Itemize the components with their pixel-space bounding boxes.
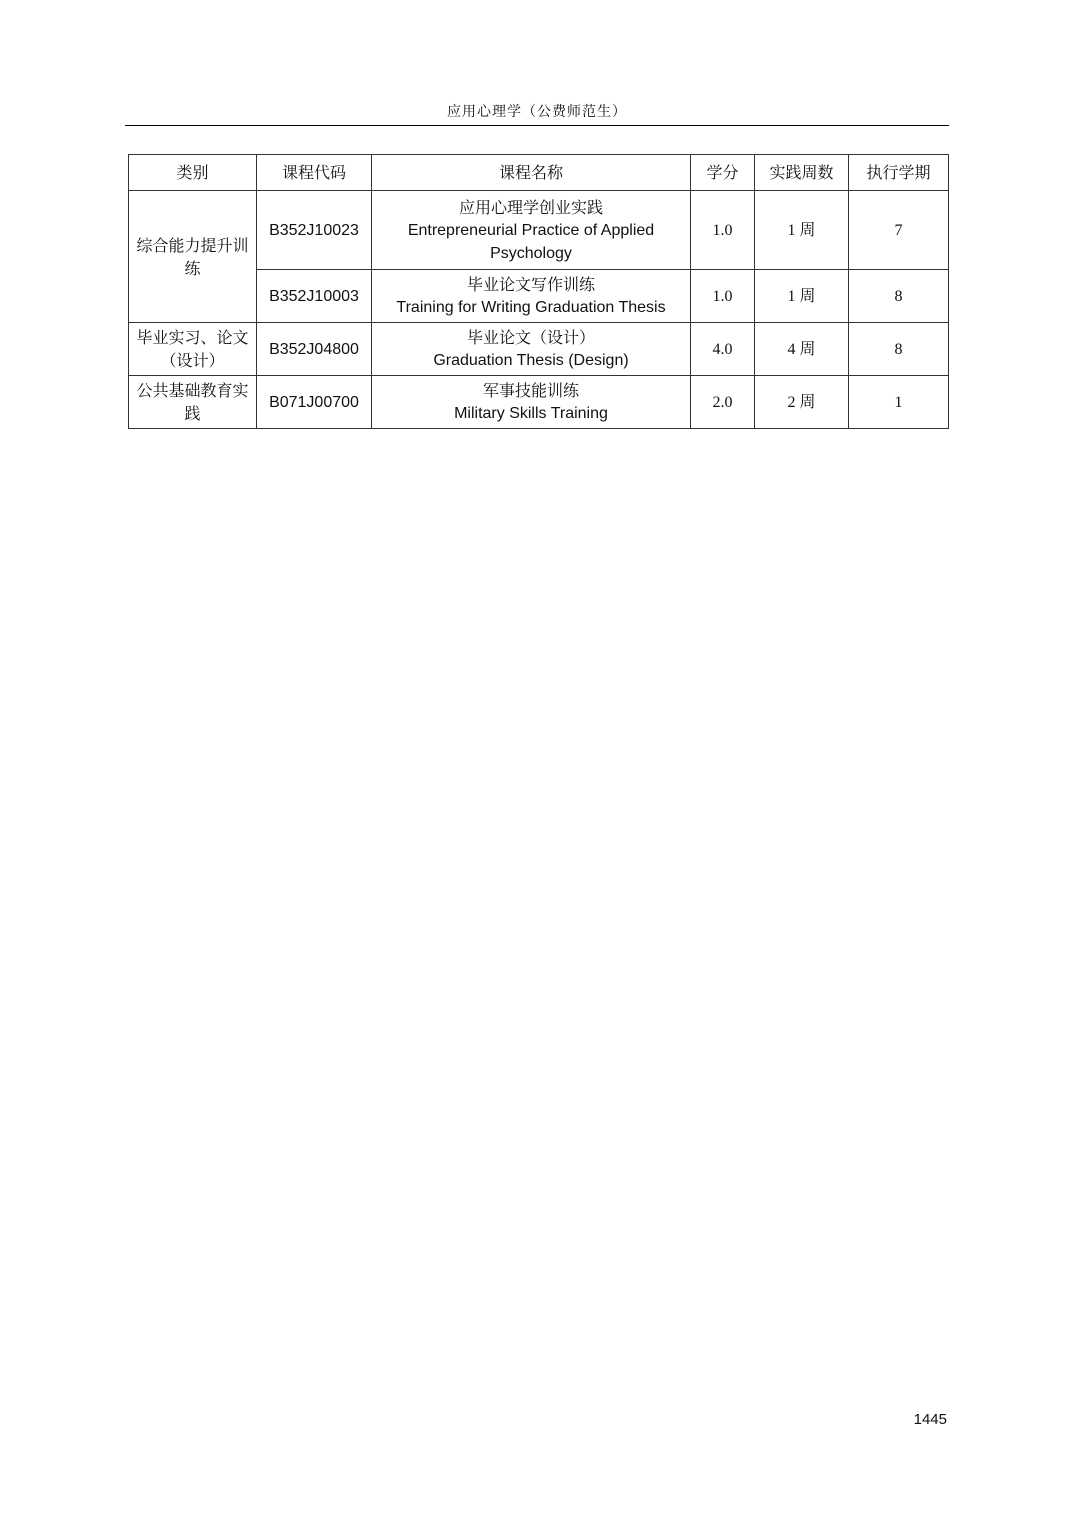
semester-cell: 8 [849,323,949,376]
table-row [129,191,949,270]
semester-cell: 7 [849,191,949,270]
credit-cell: 4.0 [691,323,755,376]
semester-cell: 1 [849,376,949,429]
weeks-cell: 1 周 [755,270,849,323]
header-credit: 学分 [691,155,755,191]
running-header: 应用心理学（公费师范生） [125,101,949,126]
credit-cell: 1.0 [691,191,755,270]
course-name-cn: 毕业论文写作训练 [466,275,595,294]
weeks-cell: 2 周 [755,376,849,429]
course-name-en: Training for Writing Graduation Thesis [396,299,666,316]
table-header-row [129,155,949,191]
course-code-cell: B352J04800 [257,323,372,376]
course-table [128,154,949,429]
credit-cell: 2.0 [691,376,755,429]
course-name-cell [372,323,691,376]
header-course-code: 课程代码 [257,155,372,191]
course-code-cell: B352J10023 [257,191,372,270]
course-name-cell [372,376,691,429]
category-cell: 综合能力提升训练 [129,191,257,323]
header-category: 类别 [129,155,257,191]
header-course-name: 课程名称 [372,155,691,191]
course-name-cell [372,191,691,270]
header-practice-weeks: 实践周数 [755,155,849,191]
page-number: 1445 [913,1411,947,1428]
semester-cell: 8 [849,270,949,323]
course-code-cell: B071J00700 [257,376,372,429]
course-name-en: Military Skills Training [454,405,608,422]
category-cell: 毕业实习、论文（设计） [129,323,257,376]
course-name-en: Graduation Thesis (Design) [433,352,629,369]
weeks-cell: 1 周 [755,191,849,270]
course-code-cell: B352J10003 [257,270,372,323]
table-row [129,376,949,429]
category-cell: 公共基础教育实践 [129,376,257,429]
course-name-cell [372,270,691,323]
course-name-cn: 毕业论文（设计） [466,328,595,347]
header-semester: 执行学期 [849,155,949,191]
course-name-cn: 军事技能训练 [482,381,579,400]
weeks-cell: 4 周 [755,323,849,376]
course-name-cn: 应用心理学创业实践 [458,197,603,217]
course-name-en: Entrepreneurial Practice of Applied Psychology [407,221,655,262]
table-row [129,323,949,376]
credit-cell: 1.0 [691,270,755,323]
